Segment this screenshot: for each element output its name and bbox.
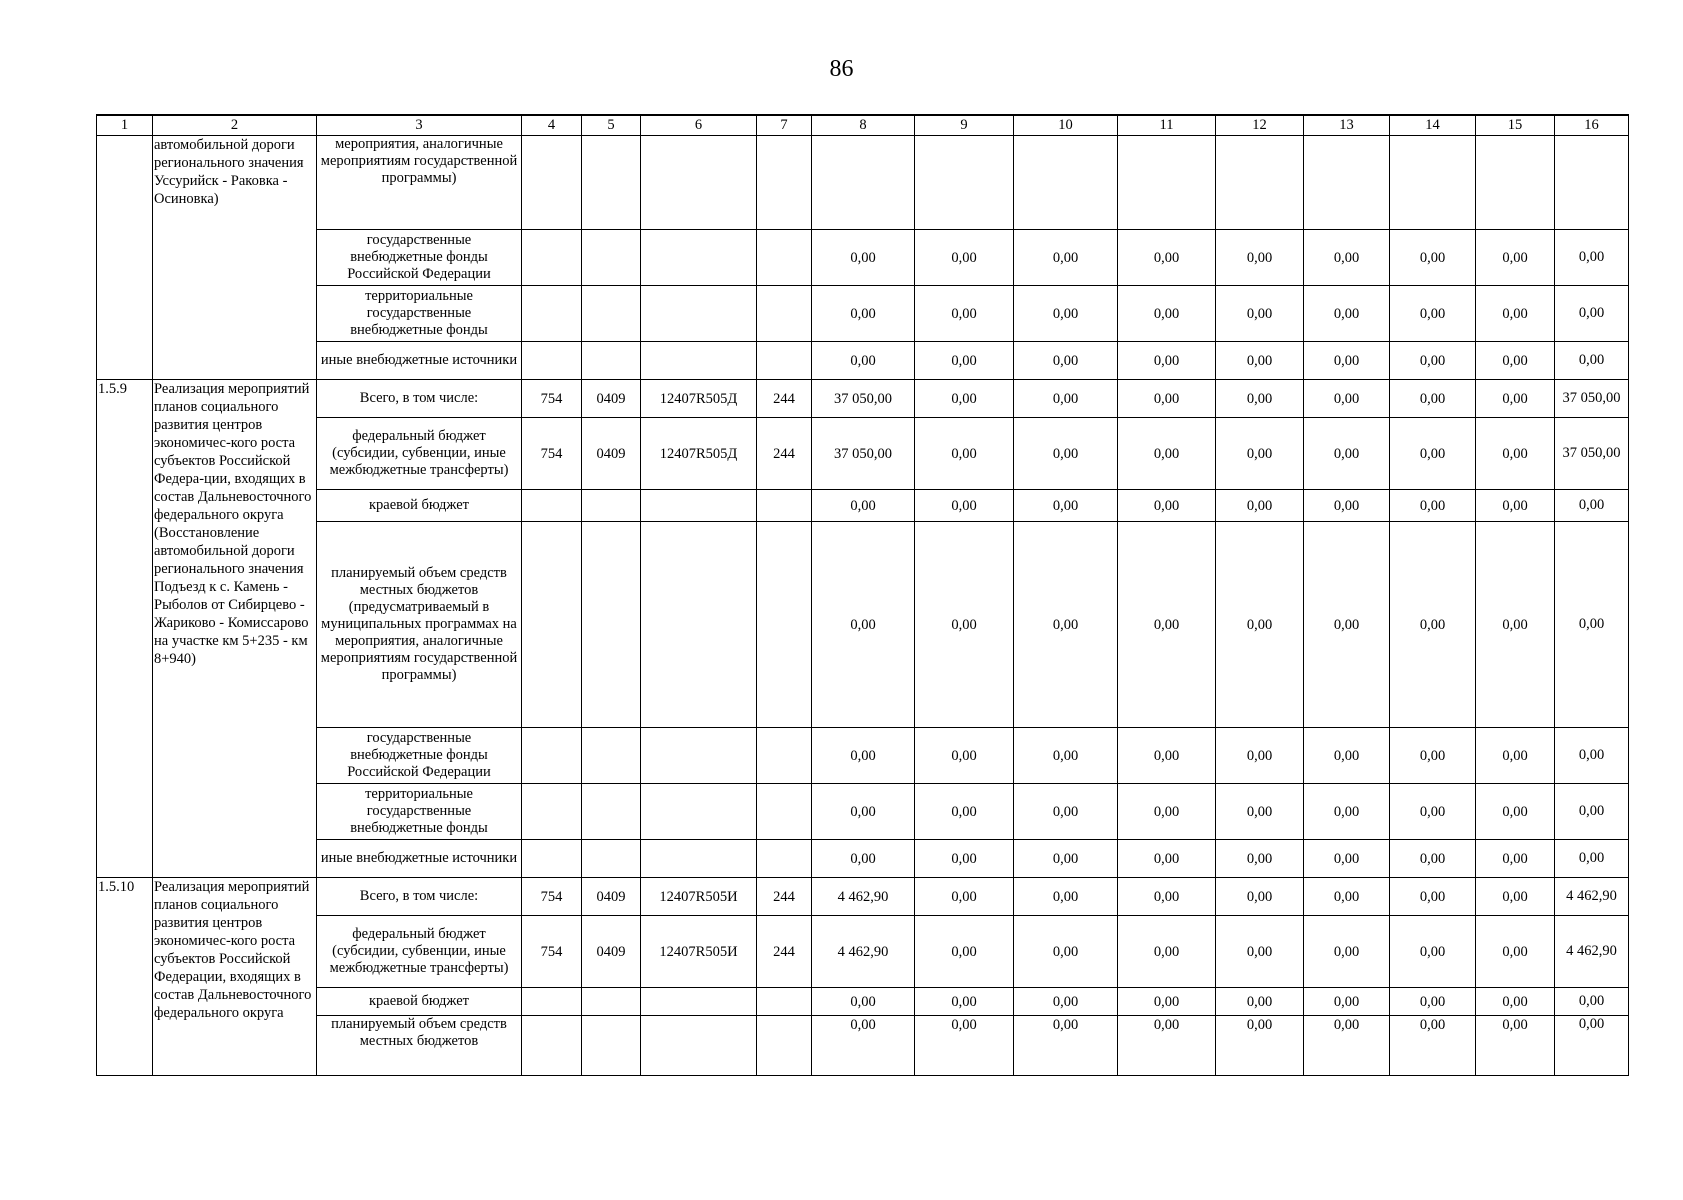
value-cell: 0,00 [1390, 878, 1476, 916]
value-cell: 0,00 [1476, 286, 1555, 342]
grbs-code [522, 1016, 582, 1076]
target-article-code: 12407R505И [641, 878, 757, 916]
column-number-16: 16 [1555, 115, 1629, 136]
value-cell: 0,00 [915, 490, 1014, 522]
value-cell: 4 462,90 [1555, 916, 1629, 988]
value-cell: 0,00 [1476, 1016, 1555, 1076]
funding-source: краевой бюджет [317, 988, 522, 1016]
value-cell: 0,00 [915, 840, 1014, 878]
grbs-code [522, 728, 582, 784]
item-name: Реализация мероприятий планов социального развития центров экономичес-кого роста субъектов Российской Федерации, входящих в состав Дальневосточного федерального округа [153, 878, 317, 1076]
value-cell: 0,00 [915, 988, 1014, 1016]
funding-source: планируемый объем средств местных бюджетов [317, 1016, 522, 1076]
value-cell: 0,00 [1304, 988, 1390, 1016]
value-cell: 0,00 [915, 916, 1014, 988]
target-article-code [641, 988, 757, 1016]
value-cell: 0,00 [1476, 784, 1555, 840]
target-article-code [641, 522, 757, 728]
value-cell: 0,00 [1014, 916, 1118, 988]
table-row [97, 1016, 1629, 1076]
expense-type-code [757, 342, 812, 380]
section-code [582, 988, 641, 1016]
item-number [97, 136, 153, 380]
grbs-code [522, 988, 582, 1016]
target-article-code [641, 136, 757, 230]
column-number-5: 5 [582, 115, 641, 136]
grbs-code [522, 784, 582, 840]
expense-type-code [757, 784, 812, 840]
value-cell: 0,00 [915, 286, 1014, 342]
value-cell: 0,00 [812, 1016, 915, 1076]
funding-source: планируемый объем средств местных бюджетов (предусматриваемый в муниципальных программах на мероприятия, аналогичные мероприятиям государственной программы) [317, 522, 522, 728]
value-cell: 0,00 [1304, 728, 1390, 784]
funding-source: Всего, в том числе: [317, 380, 522, 418]
value-cell: 0,00 [1304, 840, 1390, 878]
value-cell: 0,00 [1118, 286, 1216, 342]
value-cell: 0,00 [1390, 1016, 1476, 1076]
expense-type-code [757, 136, 812, 230]
column-number-9: 9 [915, 115, 1014, 136]
value-cell: 0,00 [1216, 490, 1304, 522]
funding-source: Всего, в том числе: [317, 878, 522, 916]
grbs-code [522, 230, 582, 286]
value-cell: 0,00 [1390, 380, 1476, 418]
value-cell: 0,00 [812, 840, 915, 878]
value-cell [1216, 136, 1304, 230]
value-cell: 4 462,90 [812, 916, 915, 988]
grbs-code [522, 840, 582, 878]
value-cell: 0,00 [812, 342, 915, 380]
value-cell: 0,00 [1014, 1016, 1118, 1076]
value-cell: 0,00 [1304, 1016, 1390, 1076]
column-number-10: 10 [1014, 115, 1118, 136]
column-number-11: 11 [1118, 115, 1216, 136]
section-code [582, 342, 641, 380]
value-cell: 0,00 [1555, 728, 1629, 784]
target-article-code [641, 1016, 757, 1076]
value-cell: 0,00 [1476, 728, 1555, 784]
grbs-code [522, 490, 582, 522]
value-cell: 0,00 [1118, 522, 1216, 728]
item-name: Реализация мероприятий планов социального развития центров экономичес-кого роста субъектов Российской Федера-ции, входящих в состав Дальневосточного федерального округа (Восстановление автомобильной дороги регионального значения Подъезд к с. Камень - Рыболов от Сибирцево - Жариково - Комиссарово на участке км 5+235 - км 8+940) [153, 380, 317, 878]
value-cell: 0,00 [1476, 916, 1555, 988]
column-number-8: 8 [812, 115, 915, 136]
expense-type-code: 244 [757, 916, 812, 988]
expense-type-code [757, 728, 812, 784]
value-cell: 0,00 [1304, 878, 1390, 916]
value-cell: 4 462,90 [1555, 878, 1629, 916]
value-cell [1118, 136, 1216, 230]
value-cell: 0,00 [1118, 784, 1216, 840]
value-cell: 0,00 [1216, 916, 1304, 988]
value-cell: 0,00 [1304, 342, 1390, 380]
value-cell: 0,00 [1390, 522, 1476, 728]
page-number: 86 [829, 56, 854, 82]
table-row [97, 418, 1629, 490]
value-cell: 0,00 [915, 342, 1014, 380]
funding-source: иные внебюджетные источники [317, 342, 522, 380]
funding-source: территориальные государственные внебюджетные фонды [317, 286, 522, 342]
value-cell: 0,00 [1476, 988, 1555, 1016]
table-row [97, 522, 1629, 728]
table-row [97, 916, 1629, 988]
value-cell: 0,00 [1014, 988, 1118, 1016]
table-row [97, 878, 1629, 916]
value-cell [915, 136, 1014, 230]
column-number-13: 13 [1304, 115, 1390, 136]
value-cell: 0,00 [1014, 840, 1118, 878]
section-code: 0409 [582, 380, 641, 418]
grbs-code [522, 522, 582, 728]
value-cell [1390, 136, 1476, 230]
value-cell: 0,00 [1118, 840, 1216, 878]
value-cell [1476, 136, 1555, 230]
value-cell: 0,00 [1390, 230, 1476, 286]
expense-type-code [757, 522, 812, 728]
funding-source: государственные внебюджетные фонды Российской Федерации [317, 728, 522, 784]
value-cell: 0,00 [1304, 286, 1390, 342]
value-cell: 0,00 [1216, 1016, 1304, 1076]
section-code [582, 230, 641, 286]
value-cell: 0,00 [1555, 230, 1629, 286]
grbs-code: 754 [522, 916, 582, 988]
value-cell: 0,00 [1014, 286, 1118, 342]
section-code: 0409 [582, 916, 641, 988]
item-number: 1.5.9 [97, 380, 153, 878]
value-cell: 0,00 [1390, 784, 1476, 840]
funding-source: федеральный бюджет (субсидии, субвенции, иные межбюджетные трансферты) [317, 916, 522, 988]
section-code [582, 840, 641, 878]
value-cell: 0,00 [1014, 380, 1118, 418]
value-cell: 0,00 [915, 878, 1014, 916]
grbs-code [522, 286, 582, 342]
value-cell: 0,00 [1216, 840, 1304, 878]
value-cell: 0,00 [812, 988, 915, 1016]
column-number-7: 7 [757, 115, 812, 136]
expense-type-code [757, 840, 812, 878]
value-cell: 0,00 [1390, 916, 1476, 988]
value-cell: 0,00 [812, 286, 915, 342]
target-article-code [641, 784, 757, 840]
column-number-2: 2 [153, 115, 317, 136]
value-cell: 0,00 [1118, 728, 1216, 784]
value-cell: 4 462,90 [812, 878, 915, 916]
table-row [97, 136, 1629, 230]
target-article-code: 12407R505И [641, 916, 757, 988]
expense-type-code [757, 1016, 812, 1076]
value-cell: 0,00 [1014, 878, 1118, 916]
expense-type-code: 244 [757, 878, 812, 916]
value-cell: 0,00 [1555, 988, 1629, 1016]
section-code: 0409 [582, 878, 641, 916]
value-cell: 0,00 [915, 418, 1014, 490]
target-article-code [641, 840, 757, 878]
expense-type-code [757, 988, 812, 1016]
column-number-3: 3 [317, 115, 522, 136]
value-cell [1555, 136, 1629, 230]
table-row [97, 230, 1629, 286]
target-article-code [641, 490, 757, 522]
value-cell: 0,00 [1014, 342, 1118, 380]
value-cell: 0,00 [812, 490, 915, 522]
target-article-code [641, 342, 757, 380]
value-cell: 0,00 [1118, 342, 1216, 380]
funding-source: мероприятия, аналогичные мероприятиям государственной программы) [317, 136, 522, 230]
column-number-12: 12 [1216, 115, 1304, 136]
item-name: автомобильной дороги регионального значения Уссурийск - Раковка - Осиновка) [153, 136, 317, 380]
value-cell: 0,00 [1476, 840, 1555, 878]
target-article-code: 12407R505Д [641, 418, 757, 490]
column-number-6: 6 [641, 115, 757, 136]
value-cell: 0,00 [1216, 380, 1304, 418]
value-cell: 0,00 [1304, 490, 1390, 522]
table-row [97, 840, 1629, 878]
value-cell: 0,00 [812, 230, 915, 286]
grbs-code [522, 342, 582, 380]
value-cell: 0,00 [1476, 490, 1555, 522]
value-cell: 0,00 [1304, 230, 1390, 286]
section-code [582, 522, 641, 728]
value-cell: 0,00 [1216, 728, 1304, 784]
value-cell: 0,00 [1555, 522, 1629, 728]
value-cell: 0,00 [1118, 418, 1216, 490]
grbs-code: 754 [522, 418, 582, 490]
value-cell: 0,00 [812, 522, 915, 728]
grbs-code: 754 [522, 380, 582, 418]
section-code [582, 490, 641, 522]
value-cell: 0,00 [1216, 988, 1304, 1016]
funding-source: иные внебюджетные источники [317, 840, 522, 878]
funding-source: краевой бюджет [317, 490, 522, 522]
target-article-code [641, 286, 757, 342]
value-cell: 0,00 [1014, 230, 1118, 286]
value-cell: 0,00 [1555, 342, 1629, 380]
value-cell: 0,00 [1014, 522, 1118, 728]
value-cell: 0,00 [1304, 522, 1390, 728]
value-cell: 0,00 [1216, 286, 1304, 342]
column-number-4: 4 [522, 115, 582, 136]
value-cell: 0,00 [1390, 418, 1476, 490]
value-cell: 0,00 [1390, 728, 1476, 784]
section-code [582, 1016, 641, 1076]
table-row [97, 490, 1629, 522]
value-cell: 0,00 [1390, 286, 1476, 342]
value-cell: 0,00 [915, 728, 1014, 784]
value-cell [812, 136, 915, 230]
table-row [97, 784, 1629, 840]
value-cell: 0,00 [1390, 342, 1476, 380]
table-row [97, 380, 1629, 418]
value-cell: 0,00 [1014, 490, 1118, 522]
value-cell: 0,00 [1118, 916, 1216, 988]
value-cell: 0,00 [1118, 230, 1216, 286]
value-cell: 0,00 [1216, 342, 1304, 380]
value-cell: 0,00 [915, 230, 1014, 286]
expense-type-code: 244 [757, 380, 812, 418]
value-cell: 0,00 [1216, 878, 1304, 916]
value-cell: 0,00 [1216, 784, 1304, 840]
value-cell: 0,00 [1304, 380, 1390, 418]
section-code [582, 286, 641, 342]
value-cell: 0,00 [1304, 784, 1390, 840]
value-cell: 0,00 [1304, 916, 1390, 988]
section-code [582, 784, 641, 840]
value-cell: 0,00 [1390, 988, 1476, 1016]
table-row [97, 728, 1629, 784]
value-cell: 0,00 [1216, 230, 1304, 286]
value-cell: 37 050,00 [1555, 380, 1629, 418]
value-cell: 37 050,00 [1555, 418, 1629, 490]
funding-source: государственные внебюджетные фонды Российской Федерации [317, 230, 522, 286]
grbs-code: 754 [522, 878, 582, 916]
value-cell: 0,00 [1555, 1016, 1629, 1076]
table-row [97, 988, 1629, 1016]
target-article-code [641, 230, 757, 286]
value-cell: 0,00 [915, 1016, 1014, 1076]
value-cell: 0,00 [812, 784, 915, 840]
value-cell: 37 050,00 [812, 418, 915, 490]
value-cell: 0,00 [915, 522, 1014, 728]
value-cell: 0,00 [1555, 784, 1629, 840]
expense-type-code [757, 490, 812, 522]
value-cell: 0,00 [1476, 522, 1555, 728]
section-code: 0409 [582, 418, 641, 490]
value-cell [1304, 136, 1390, 230]
expense-type-code [757, 286, 812, 342]
value-cell: 0,00 [1216, 522, 1304, 728]
expense-type-code [757, 230, 812, 286]
column-number-1: 1 [97, 115, 153, 136]
value-cell: 0,00 [812, 728, 915, 784]
funding-source: федеральный бюджет (субсидии, субвенции, иные межбюджетные трансферты) [317, 418, 522, 490]
column-number-15: 15 [1476, 115, 1555, 136]
budget-table [96, 114, 1629, 1076]
value-cell [1014, 136, 1118, 230]
value-cell: 0,00 [915, 380, 1014, 418]
section-code [582, 136, 641, 230]
expense-type-code: 244 [757, 418, 812, 490]
value-cell: 0,00 [1555, 840, 1629, 878]
target-article-code [641, 728, 757, 784]
value-cell: 0,00 [1216, 418, 1304, 490]
table-row [97, 286, 1629, 342]
table-row [97, 342, 1629, 380]
value-cell: 0,00 [915, 784, 1014, 840]
value-cell: 0,00 [1390, 490, 1476, 522]
grbs-code [522, 136, 582, 230]
funding-source: территориальные государственные внебюджетные фонды [317, 784, 522, 840]
column-number-14: 14 [1390, 115, 1476, 136]
value-cell: 0,00 [1118, 878, 1216, 916]
value-cell: 0,00 [1390, 840, 1476, 878]
value-cell: 0,00 [1304, 418, 1390, 490]
value-cell: 37 050,00 [812, 380, 915, 418]
value-cell: 0,00 [1118, 1016, 1216, 1076]
value-cell: 0,00 [1014, 728, 1118, 784]
value-cell: 0,00 [1118, 988, 1216, 1016]
value-cell: 0,00 [1555, 490, 1629, 522]
value-cell: 0,00 [1476, 342, 1555, 380]
value-cell: 0,00 [1014, 784, 1118, 840]
value-cell: 0,00 [1118, 380, 1216, 418]
value-cell: 0,00 [1476, 878, 1555, 916]
column-number-row [97, 115, 1629, 136]
value-cell: 0,00 [1014, 418, 1118, 490]
value-cell: 0,00 [1118, 490, 1216, 522]
section-code [582, 728, 641, 784]
item-number: 1.5.10 [97, 878, 153, 1076]
value-cell: 0,00 [1476, 418, 1555, 490]
value-cell: 0,00 [1476, 230, 1555, 286]
target-article-code: 12407R505Д [641, 380, 757, 418]
value-cell: 0,00 [1476, 380, 1555, 418]
value-cell: 0,00 [1555, 286, 1629, 342]
